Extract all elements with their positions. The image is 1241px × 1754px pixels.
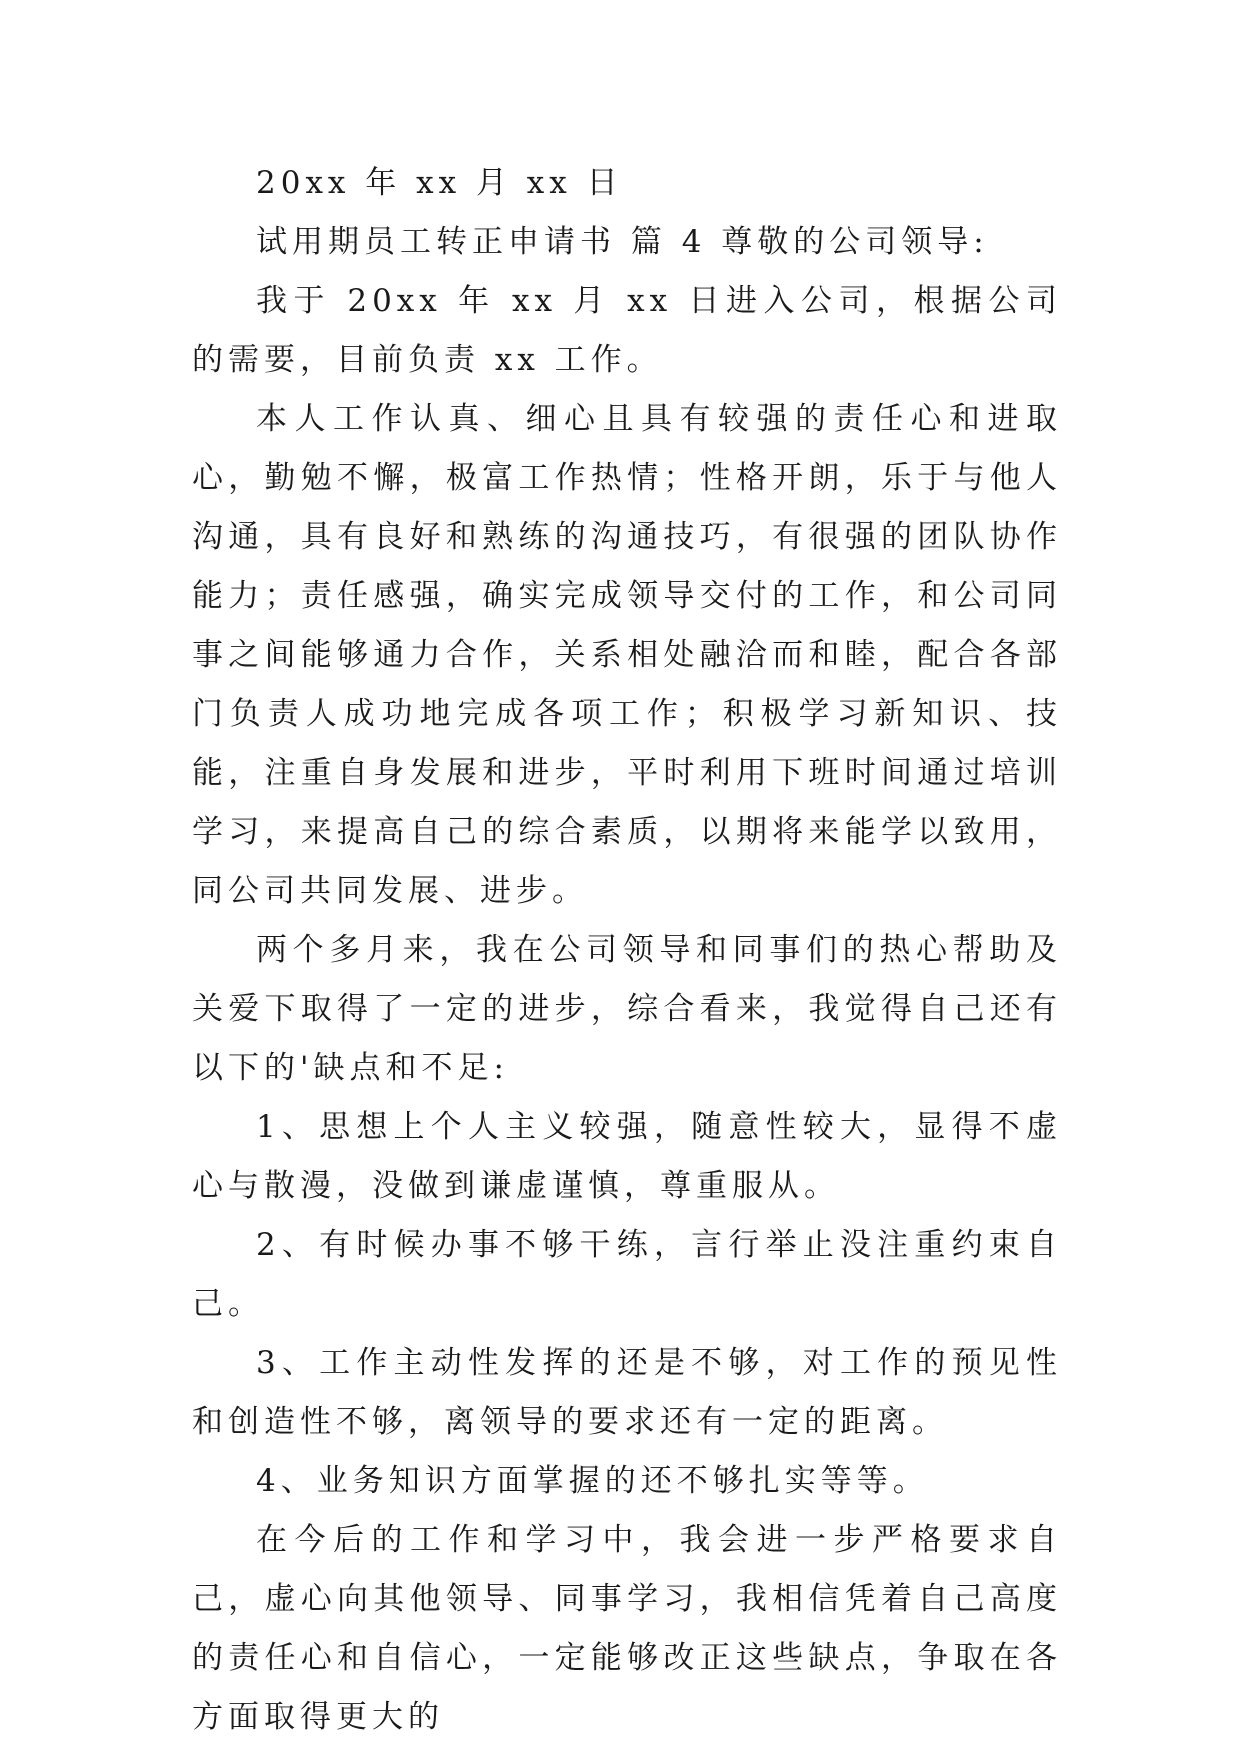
paragraph-conclusion: 在今后的工作和学习中，我会进一步严格要求自己，虚心向其他领导、同事学习，我相信凭着自己高度的责任心和自信心，一定能够改正这些缺点，争取在各方面取得更大的 <box>192 1522 1062 1735</box>
list-item-1: 1、思想上个人主义较强，随意性较大，显得不虚心与散漫，没做到谦虚谨慎，尊重服从。 <box>192 1109 1062 1204</box>
paragraph-strengths: 本人工作认真、细心且具有较强的责任心和进取心，勤勉不懈，极富工作热情；性格开朗，乐于与他人沟通，具有良好和熟练的沟通技巧，有很强的团队协作能力；责任感强，确实完成领导交付的工作，和公司同事之间能够通力合作，关系相处融洽而和睦，配合各部门负责人成功地完成各项工作；积极学习新知识、技能，注重自身发展和进步，平时利用下班时间通过培训学习，来提高自己的综合素质，以期将来能学以致用，同公司共同发展、进步。 <box>192 401 1062 909</box>
heading-salutation: 试用期员工转正申请书 篇 4 尊敬的公司领导: <box>256 224 989 260</box>
paragraph-shortcomings-intro: 两个多月来，我在公司领导和同事们的热心帮助及关爱下取得了一定的进步，综合看来，我觉得自己还有以下的'缺点和不足: <box>192 932 1062 1086</box>
paragraph-intro: 我于 20xx 年 xx 月 xx 日进入公司，根据公司的需要，目前负责 xx 工作。 <box>192 283 1062 378</box>
document-body <box>192 154 1062 1747</box>
list-item-4: 4、业务知识方面掌握的还不够扎实等等。 <box>256 1463 929 1499</box>
list-item-2: 2、有时候办事不够干练，言行举止没注重约束自己。 <box>192 1227 1062 1322</box>
date-line: 20xx 年 xx 月 xx 日 <box>256 165 623 201</box>
list-item-3: 3、工作主动性发挥的还是不够，对工作的预见性和创造性不够，离领导的要求还有一定的距离。 <box>192 1345 1062 1440</box>
